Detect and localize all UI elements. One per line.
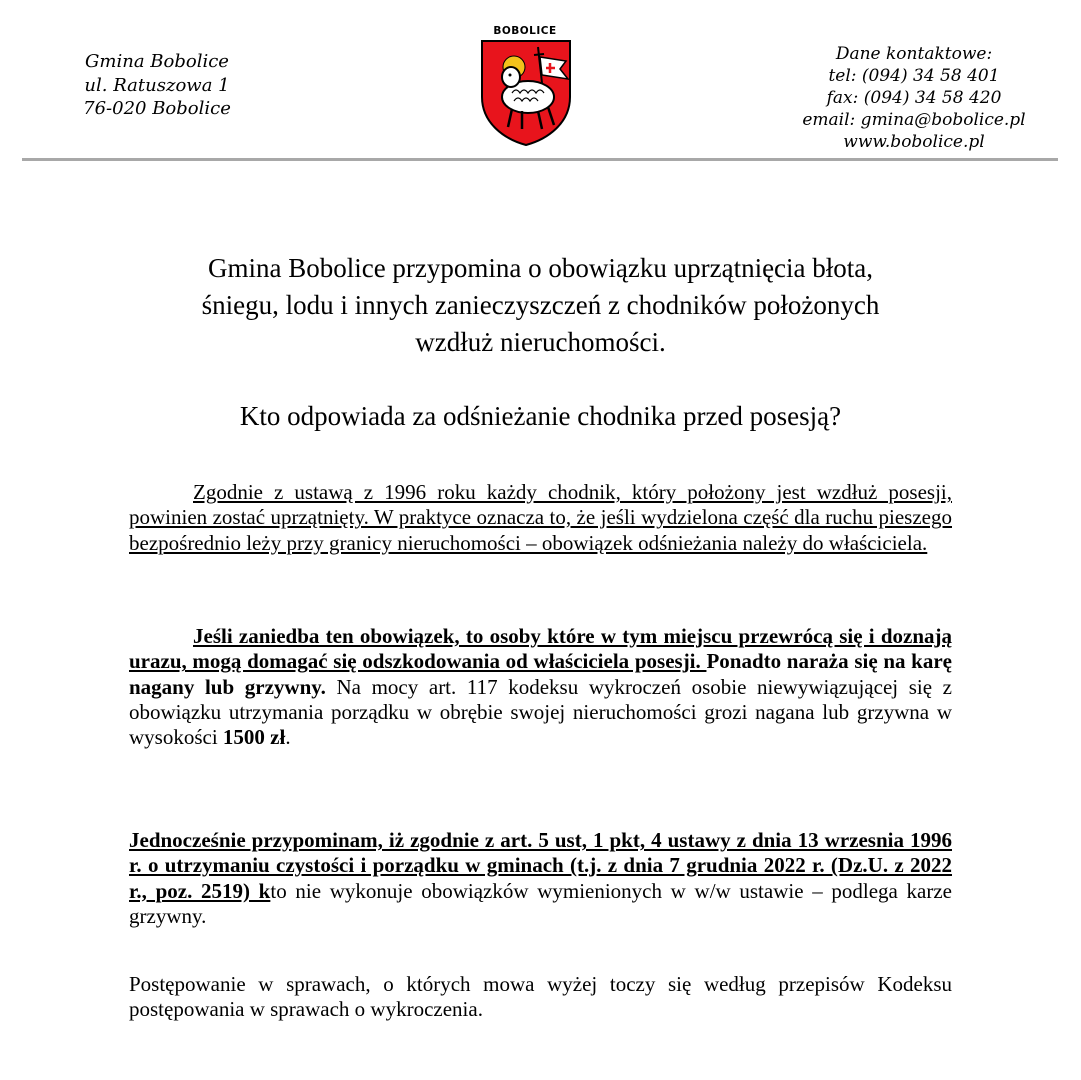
header-divider xyxy=(22,158,1058,161)
paragraph-procedure: Postępowanie w sprawach, o których mowa wyżej toczy się według przepisów Kodeksu postępowania w sprawach o wykroczenia. xyxy=(129,972,952,1022)
penalty-end: . xyxy=(285,725,291,750)
address-line-street: ul. Ratuszowa 1 xyxy=(84,74,230,96)
fine-amount: 1500 zł xyxy=(222,725,286,750)
address-line-city: 76-020 Bobolice xyxy=(83,98,231,119)
paragraph-liability xyxy=(129,624,952,750)
lamb-crest-icon xyxy=(478,37,574,147)
address-line-name: Gmina Bobolice xyxy=(85,51,229,72)
headline-line-3: wzdłuż nieruchomości. xyxy=(415,327,666,357)
paragraph-law: Zgodnie z ustawą z 1996 roku każdy chodnik, który położony jest wzdłuż posesji, powinien zostać uprzątnięty. W praktyce oznacza to, że jeśli wydzielona część dla ruchu pieszego bezpośrednio leży przy granicy nieruchomości – obowiązek odśnieżania należy do właściciela. xyxy=(129,480,952,555)
address-block xyxy=(52,50,262,121)
crest-title: BOBOLICE xyxy=(493,25,557,37)
headline-line-2: śniegu, lodu i innych zanieczyszczeń z chodników położonych xyxy=(201,290,880,320)
liability-emphasis: Jeśli zaniedba ten obowiązek, to osoby które w tym miejscu przewrócą się i doznają urazu, mogą domagać się odszkodowania od właściciela posesji. xyxy=(129,624,952,674)
paragraph-statute xyxy=(129,828,952,929)
penalty-emphasis: Ponadto naraża się na karę nagany lub grzywny. xyxy=(129,649,952,699)
coat-of-arms xyxy=(478,25,574,147)
notice-question: Kto odpowiada za odśnieżanie chodnika przed posesją? xyxy=(239,401,842,431)
headline-line-1: Gmina Bobolice przypomina o obowiązku uprzątnięcia błota, xyxy=(207,253,874,283)
statute-emphasis: Jednocześnie przypominam, iż zgodnie z art. 5 ust, 1 pkt, 4 ustawy z dnia 13 wrzesnia 1996 r. o utrzymaniu czystości i porządku w gminach (t.j. z dnia 7 grudnia 2022 r. (Dz.U. z 2022 r., poz. 2519) k xyxy=(129,828,952,903)
notice-headline xyxy=(100,250,981,361)
contact-block xyxy=(790,43,1038,153)
contact-tel: tel: (094) 34 58 401 xyxy=(828,66,1000,86)
contact-fax: fax: (094) 34 58 420 xyxy=(826,88,1002,108)
contact-heading: Dane kontaktowe: xyxy=(835,44,993,64)
statute-text: to nie wykonuje obowiązków wymienionych w w/w ustawie – podlega karze grzywny. xyxy=(129,878,952,928)
penalty-text: Na mocy art. 117 kodeksu wykroczeń osobie niewywiązującej się z obowiązku utrzymania porządku w obrębie swojej nieruchomości grozi nagana lub grzywna w wysokości xyxy=(129,674,952,750)
contact-email: email: gmina@bobolice.pl xyxy=(802,110,1026,130)
contact-website: www.bobolice.pl xyxy=(843,132,985,152)
